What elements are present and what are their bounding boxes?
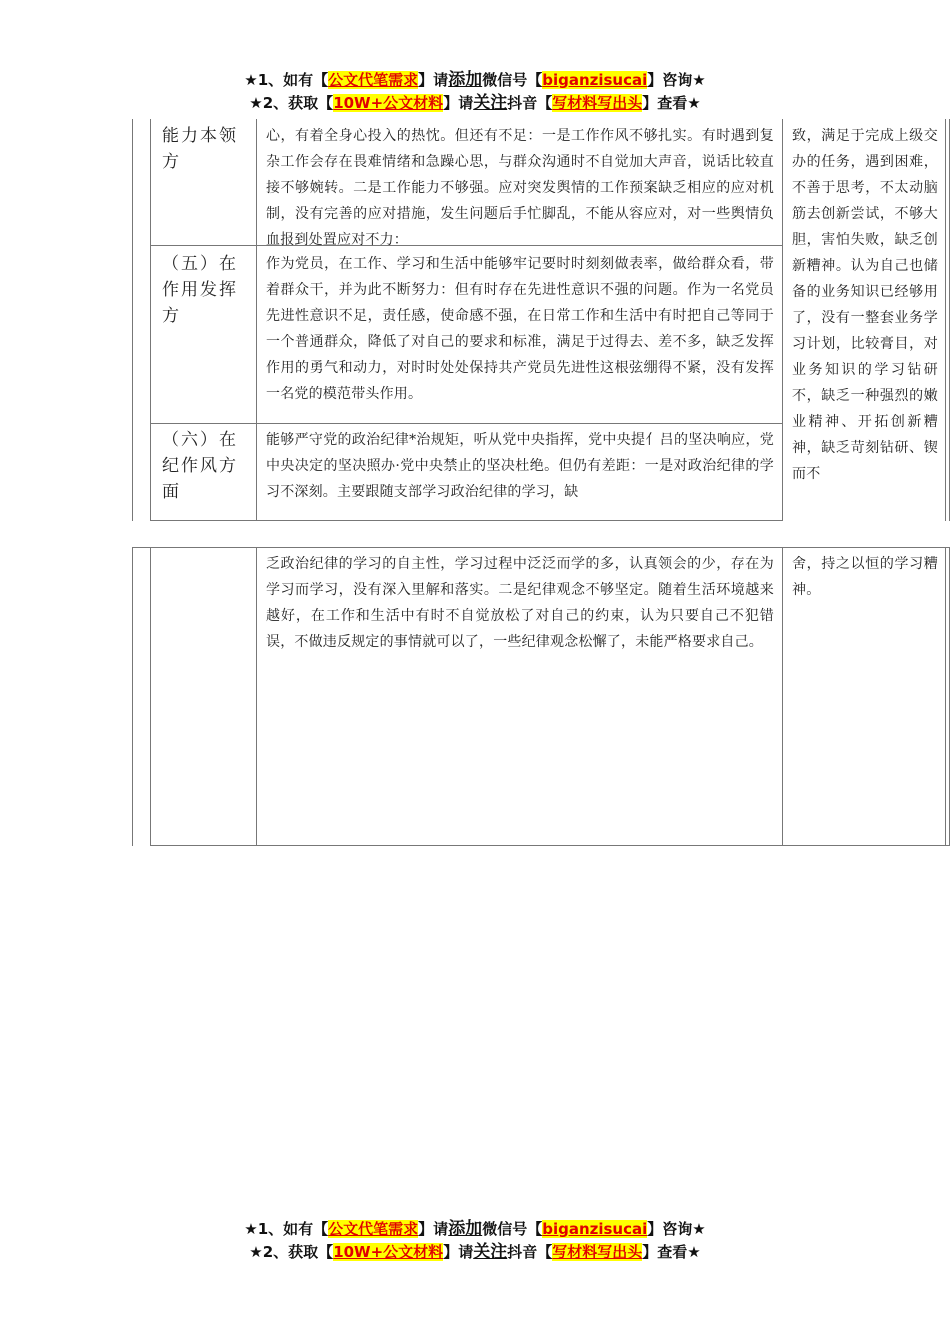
table-border [256,547,257,846]
table-border [945,119,946,521]
table-border [150,119,151,521]
banner-text: 】请 [443,94,474,112]
row-label-discipline: （六）在纪作风方面 [162,430,238,502]
table-border [782,119,783,521]
banner-line-2 [0,92,950,115]
banner-line-1 [0,69,950,92]
table-border [132,547,950,548]
banner-wechat-id: biganzisucai [542,71,648,89]
banner-text: 抖音【 [507,1243,553,1261]
footer-banner [0,1218,950,1264]
banner-emphasis: 添加 [448,1219,483,1239]
row-text-ability: 心，有着全身心投入的热忱。但还有不足：一是工作作风不够扎实。有时遇到复杂工作会存在畏难情绪和急躁心思，与群众沟通时不自觉加大声音，说话比较直接不够婉转。二是工作能力不够强。应对突发舆情的工作预案缺乏相应的应对机制，没有完善的应对措施，发生问题后手忙脚乱，不能从容应对，对一些舆情负血报到处置应对不力： [266,128,774,248]
banner-text: 】咨询★ [647,1220,706,1238]
table-border [945,547,946,846]
banner-text: 微信号【 [482,71,543,89]
banner-highlight: 10W+公文材料 [333,94,444,112]
banner-emphasis: 添加 [448,70,483,90]
row-text-role: 作为党员，在工作、学习和生活中能够牢记要时时刻刻做表率，做给群众看，带着群众干，并为此不断努力：但有时存在先进性意识不强的问题。作为一名党员先进性意识不足，责任感，使命感不强，在日常工作和生活中有时把自己等同于一个普通群众，降低了对自己的要求和标准，满足于过得去、差不多，缺乏发挥作用的勇气和动力，对时时处处保持共产党员先进性这根弦绷得不紧，没有发挥一名党的模范带头作用。 [266,256,774,402]
banner-text: 微信号【 [482,1220,543,1238]
banner-text: 】咨询★ [647,71,706,89]
banner-highlight: 10W+公文材料 [333,1243,444,1261]
banner-text: ★1、如有【 [244,71,329,89]
banner-text: ★2、获取【 [249,94,334,112]
row-label-ability: 能力本领方 [162,126,238,172]
row-text-discipline: 能够严守党的政治纪律*治规矩，听从党中央指挥，党中央提亻吕的坚决响应，党中央决定的坚决照办·党中央禁止的坚决杜绝。但仍有差距：一是对政治纪律的学习不深刻。主要跟随支部学习政治纪律的学习，缺 [266,432,774,500]
right-column-text: 致，满足于完成上级交办的任务，遇到困难，不善于思考，不太动脑筋去创新尝试，不够大胆，害怕失败，缺乏创新糟神。认为自己也储备的业务知识已经够用了，没有一整套业务学习计划，比较膏目，对业务知识的学习钻研不，缺乏一种强烈的嫩业精神、开拓创新糟神，缺乏苛刻钻研、锲而不 [792,128,938,482]
table-border [256,119,257,521]
banner-text: 】请 [418,71,449,89]
banner-line-2 [0,1241,950,1264]
banner-text: ★1、如有【 [244,1220,329,1238]
continued-text: 乏政治纪律的学习的自主性，学习过程中泛泛而学的多，认真领会的少，存在为学习而学习，没有深入里解和落实。二是纪律观念不够坚定。随着生活环境越来越好，在工作和生活中有时不自觉放松了对自己的约束，认为只要自己不犯错误，不做违反规定的事情就可以了，一些纪律观念松懈了，未能严格要求自己。 [266,556,774,650]
table-border [150,547,151,846]
banner-highlight: 公文代笔需求 [328,1220,419,1238]
banner-douyin-name: 写材料写出头 [552,94,643,112]
table-border [132,119,133,521]
row-divider [150,520,782,521]
banner-text: ★2、获取【 [249,1243,334,1261]
banner-emphasis: 关注 [473,1242,508,1262]
row-divider [150,423,782,424]
row-label-role: （五）在作用发挥方 [162,254,238,326]
table-border [150,845,950,846]
banner-highlight: 公文代笔需求 [328,71,419,89]
banner-wechat-id: biganzisucai [542,1220,648,1238]
banner-text: 抖音【 [507,94,553,112]
review-table-part-2 [132,547,950,846]
banner-line-1 [0,1218,950,1241]
right-column-continued: 舍，持之以恒的学习糟神。 [792,556,938,598]
header-banner [0,69,950,115]
banner-text: 】查看★ [642,94,701,112]
banner-emphasis: 关注 [473,93,508,113]
table-border [132,547,133,846]
review-table-part-1 [132,119,950,521]
banner-douyin-name: 写材料写出头 [552,1243,643,1261]
banner-text: 】查看★ [642,1243,701,1261]
banner-text: 】请 [443,1243,474,1261]
table-border [782,547,783,846]
banner-text: 】请 [418,1220,449,1238]
